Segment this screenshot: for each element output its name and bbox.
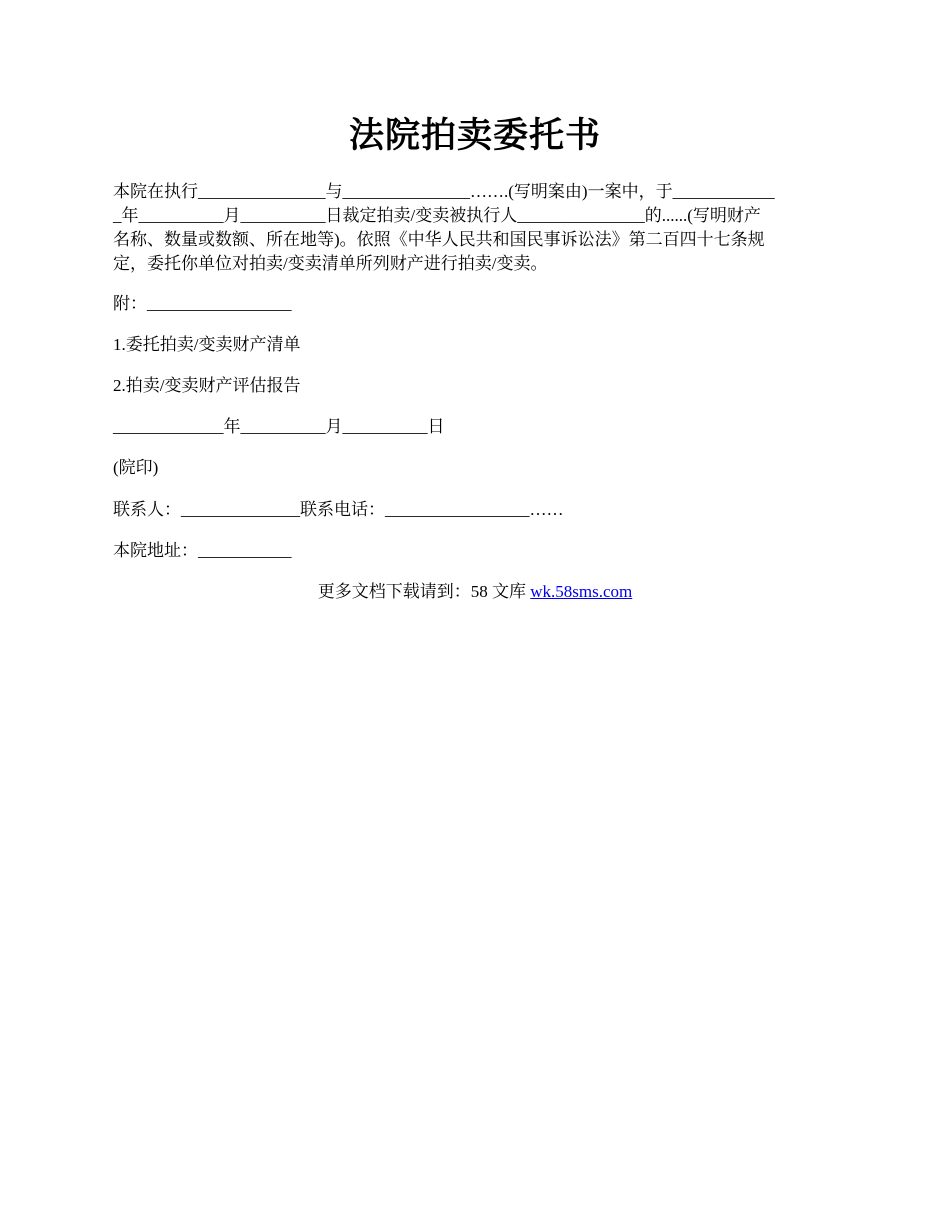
attachment-item-list: 1.委托拍卖/变卖财产清单 (113, 335, 301, 354)
attachment-item-report: 2.拍卖/变卖财产评估报告 (113, 376, 301, 395)
court-seal-line: (院印) (113, 458, 159, 477)
paragraph-line: _年__________月__________日裁定拍卖/变卖被执行人_______________的......(写明财产 (113, 206, 761, 225)
footer-text: 更多文档下载请到：58 文库 (317, 582, 531, 601)
main-paragraph (113, 180, 833, 276)
address-line: 本院地址：___________ (113, 541, 292, 560)
document-title: 法院拍卖委托书 (348, 116, 601, 155)
footer-link[interactable]: wk.58sms.com (530, 582, 633, 601)
attachment-line: 附：_________________ (113, 294, 292, 313)
footer (0, 580, 950, 604)
paragraph-line: 名称、数量或数额、所在地等)。依照《中华人民共和国民事诉讼法》第二百四十七条规 (113, 230, 765, 249)
paragraph-line: 本院在执行_______________与_______________…….(写明案由)一案中，于____________ (113, 182, 775, 201)
contact-line: 联系人：______________联系电话：_________________…… (113, 500, 564, 519)
date-line: _____________年__________月__________日 (113, 417, 445, 436)
paragraph-line: 定，委托你单位对拍卖/变卖清单所列财产进行拍卖/变卖。 (113, 254, 548, 273)
